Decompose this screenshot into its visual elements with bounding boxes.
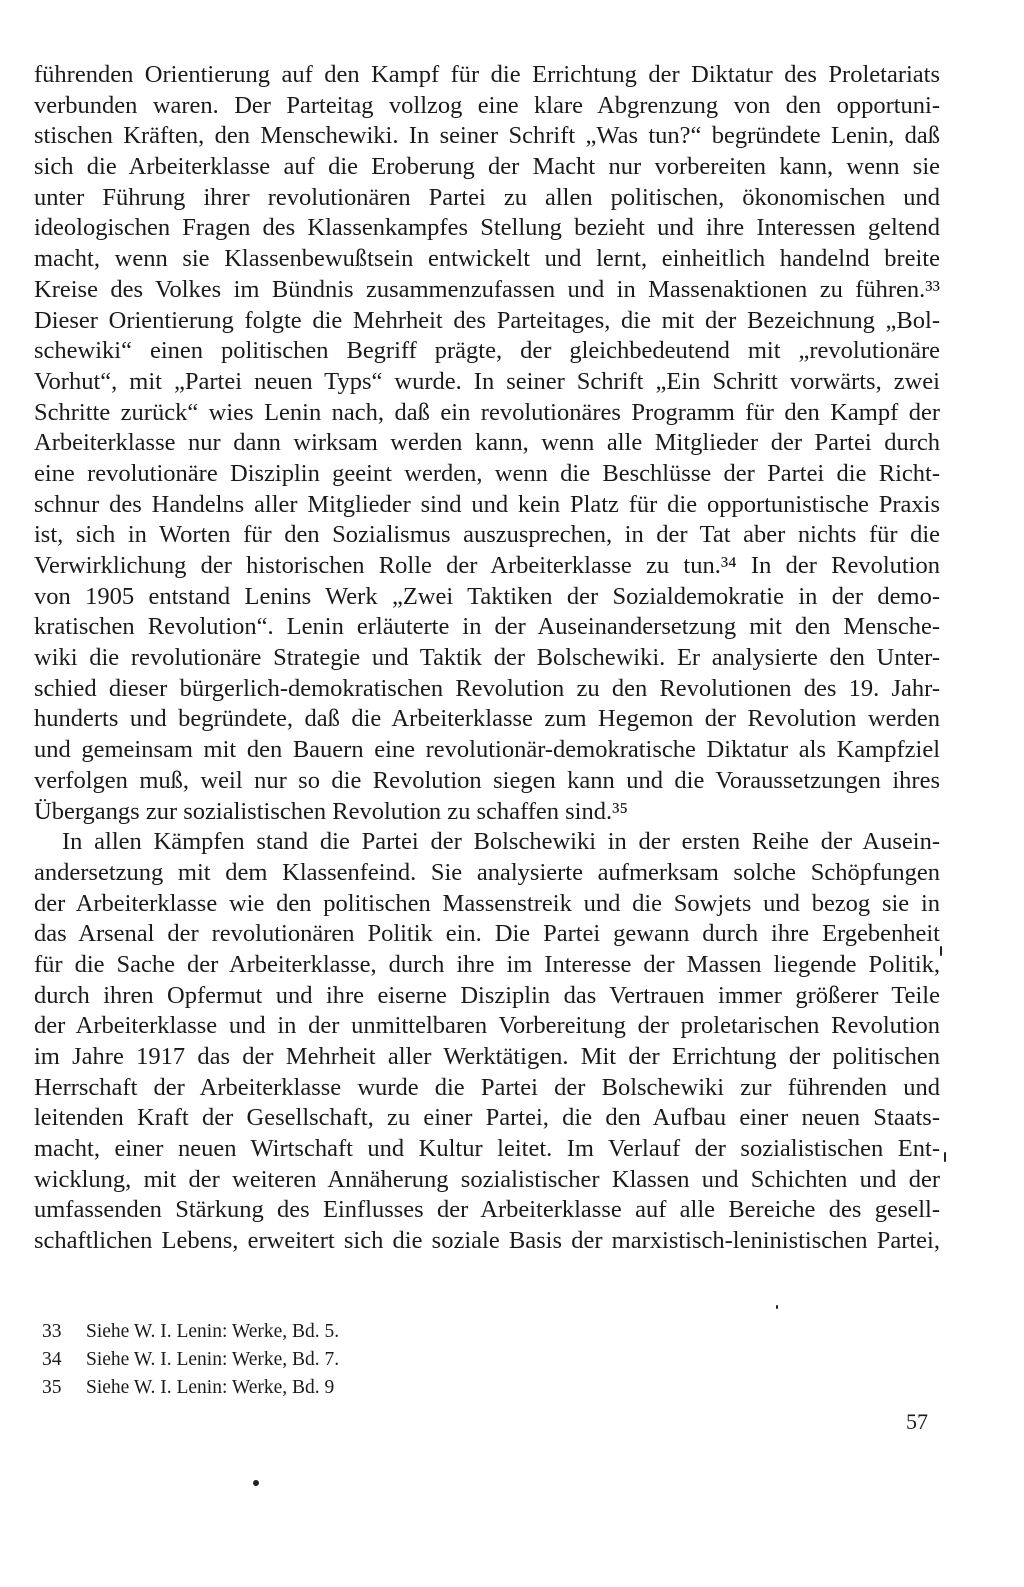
footnote-text: Siehe W. I. Lenin: Werke, Bd. 7. xyxy=(86,1349,340,1370)
scan-speck xyxy=(776,1305,778,1309)
text-line: Verwirklichung der historischen Rolle der Arbeiterklasse zu tun.³⁴ In der Revolution xyxy=(34,552,940,579)
text-line: und gemeinsam mit den Bauern eine revolutionär-demokratische Diktatur als Kampfziel xyxy=(34,736,940,764)
text-line: Kreise des Volkes im Bündnis zusammenzufassen und in Massenaktionen zu führen.³³ xyxy=(34,275,940,303)
text-line: der Arbeiterklasse wie den politischen Massenstreik und die Sowjets und bezog sie in xyxy=(34,889,940,917)
text-line: schaftlichen Lebens, erweitert sich die soziale Basis der marxistisch-leninistischen Partei, xyxy=(34,1227,940,1255)
footnote-text: Siehe W. I. Lenin: Werke, Bd. 5. xyxy=(86,1321,340,1342)
text-line: schied dieser bürgerlich-demokratischen Revolution zu den Revolutionen des 19. Jahr- xyxy=(34,674,940,702)
text-line: der Arbeiterklasse und in der unmittelbaren Vorbereitung der proletarischen Revolution xyxy=(34,1012,940,1040)
text-line: wicklung, mit der weiteren Annäherung sozialistischer Klassen und Schichten und der xyxy=(34,1165,940,1193)
text-line: macht, wenn sie Klassenbewußtsein entwickelt und lernt, einheitlich handelnd breite xyxy=(34,245,940,273)
text-line: verbunden waren. Der Parteitag vollzog eine klare Abgrenzung von den opportuni- xyxy=(34,91,940,119)
text-line: andersetzung mit dem Klassenfeind. Sie analysierte aufmerksam solche Schöpfungen xyxy=(34,858,940,886)
text-line: verfolgen muß, weil nur so die Revolution siegen kann und die Voraussetzungen ihres xyxy=(34,766,940,794)
text-line: durch ihren Opfermut und ihre eiserne Disziplin das Vertrauen immer größerer Teile xyxy=(34,981,940,1009)
text-line: sich die Arbeiterklasse auf die Eroberung der Macht nur vorbereiten kann, wenn sie xyxy=(34,153,940,181)
footnote-number: 35 xyxy=(42,1377,62,1398)
footnote xyxy=(42,1318,642,1346)
text-line: umfassenden Stärkung des Einflusses der Arbeiterklasse auf alle Bereiche des gesell- xyxy=(34,1196,940,1224)
text-line: ist, sich in Worten für den Sozialismus auszusprechen, in der Tat aber nichts für die xyxy=(34,521,940,549)
text-line: kratischen Revolution“. Lenin erläuterte in der Auseinandersetzung mit den Mensche- xyxy=(34,613,940,641)
footnote-text: Siehe W. I. Lenin: Werke, Bd. 9 xyxy=(86,1377,335,1398)
body-text xyxy=(34,60,940,1257)
text-line: Vorhut“, mit „Partei neuen Typs“ wurde. In seiner Schrift „Ein Schritt vorwärts, zwei xyxy=(34,367,940,395)
text-line: Dieser Orientierung folgte die Mehrheit des Parteitages, die mit der Bezeichnung „Bol- xyxy=(34,306,940,334)
text-line: schnur des Handelns aller Mitglieder sind und kein Platz für die opportunistische Praxis xyxy=(34,490,940,518)
text-line: stischen Kräften, den Menschewiki. In seiner Schrift „Was tun?“ begründete Lenin, daß xyxy=(34,122,940,150)
page-number: 57 xyxy=(906,1409,928,1434)
text-line: von 1905 entstand Lenins Werk „Zwei Taktiken der Sozialdemokratie in der demo- xyxy=(34,582,940,610)
footnote xyxy=(42,1374,642,1402)
text-line: macht, einer neuen Wirtschaft und Kultur leitet. Im Verlauf der sozialistischen Ent- xyxy=(34,1135,940,1163)
footnote-number: 34 xyxy=(42,1349,62,1370)
text-line: eine revolutionäre Disziplin geeint werden, wenn die Beschlüsse der Partei die Richt- xyxy=(34,459,940,487)
text-line: Schritte zurück“ wies Lenin nach, daß ein revolutionäres Programm für den Kampf der xyxy=(34,398,940,426)
text-line: Herrschaft der Arbeiterklasse wurde die Partei der Bolschewiki zur führenden und xyxy=(34,1073,940,1101)
text-line: schewiki“ einen politischen Begriff prägte, der gleichbedeutend mit „revolutionäre xyxy=(34,337,940,365)
text-line: für die Sache der Arbeiterklasse, durch ihre im Interesse der Massen liegende Politik, xyxy=(34,950,940,978)
text-line: im Jahre 1917 das der Mehrheit aller Werktätigen. Mit der Errichtung der politischen xyxy=(34,1043,940,1070)
text-line-paragraph-start: In allen Kämpfen stand die Partei der Bolschewiki in der ersten Reihe der Ausein- xyxy=(62,828,940,856)
text-line: Arbeiterklasse nur dann wirksam werden kann, wenn alle Mitglieder der Partei durch xyxy=(34,429,940,457)
text-line-paragraph-end: Übergangs zur sozialistischen Revolution zu schaffen sind.³⁵ xyxy=(34,797,629,825)
scan-speck xyxy=(944,1152,946,1162)
scan-speck xyxy=(940,946,942,956)
scan-speck xyxy=(253,1480,259,1486)
text-line: ideologischen Fragen des Klassenkampfes Stellung bezieht und ihre Interessen geltend xyxy=(34,214,940,242)
text-line: führenden Orientierung auf den Kampf für die Errichtung der Diktatur des Proletariats xyxy=(34,61,940,88)
text-line: wiki die revolutionäre Strategie und Taktik der Bolschewiki. Er analysierte den Unter- xyxy=(34,644,940,672)
text-line: hunderts und begründete, daß die Arbeiterklasse zum Hegemon der Revolution werden xyxy=(34,705,940,733)
text-line: das Arsenal der revolutionären Politik ein. Die Partei gewann durch ihre Ergebenheit xyxy=(34,920,940,948)
footnote xyxy=(42,1346,642,1374)
footnotes xyxy=(42,1318,642,1402)
text-line: leitenden Kraft der Gesellschaft, zu einer Partei, die den Aufbau einer neuen Staats- xyxy=(34,1104,940,1132)
text-line: unter Führung ihrer revolutionären Partei zu allen politischen, ökonomischen und xyxy=(34,183,940,211)
footnote-number: 33 xyxy=(42,1321,62,1342)
